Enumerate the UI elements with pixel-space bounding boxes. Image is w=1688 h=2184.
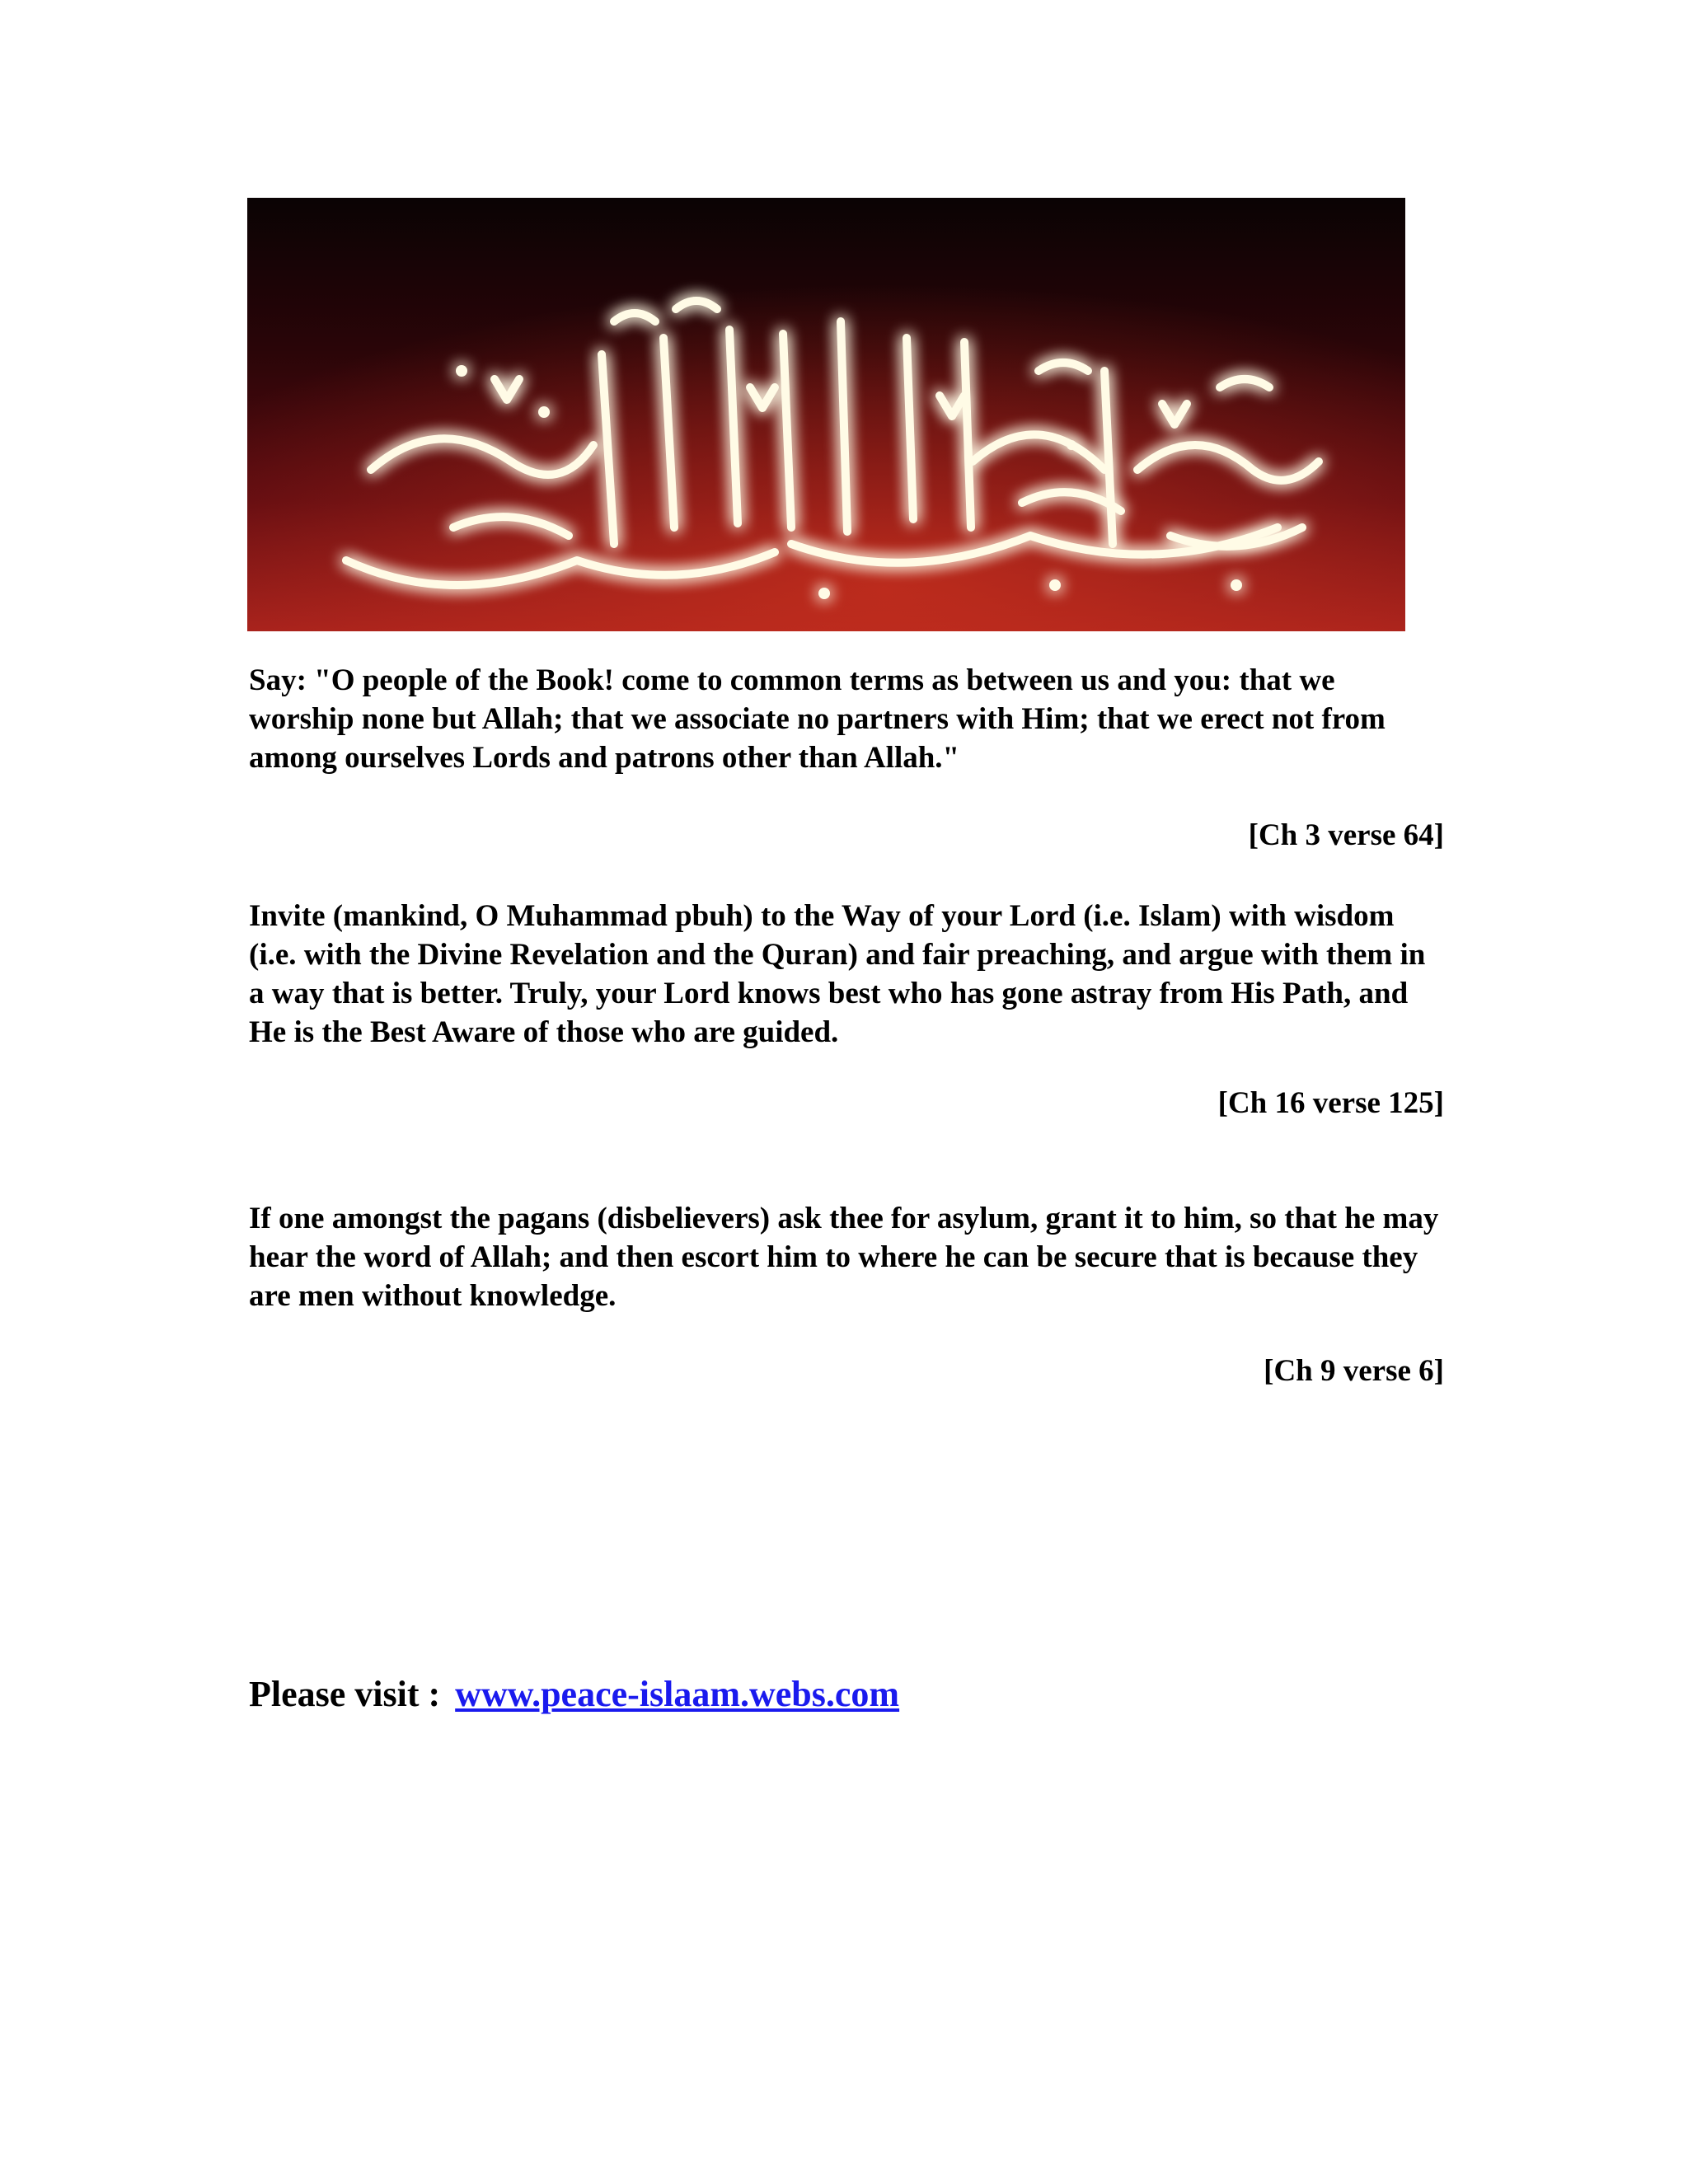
- visit-label: Please visit :: [249, 1674, 441, 1714]
- verse-text-3: If one amongst the pagans (disbelievers) ask thee for asylum, grant it to him, so that he may hear the word of Allah; and then escort him to where he can be secure that is because they are men without knowledge.: [249, 1202, 1439, 1313]
- verse-reference-1: [Ch 3 verse 64]: [1248, 818, 1444, 852]
- verse-text-2: Invite (mankind, O Muhammad pbuh) to the Way of your Lord (i.e. Islam) with wisdom (i.e. with the Divine Revelation and the Quran) and fair preaching, and argue with them in a way that is better. Truly, your Lord knows best who has gone astray from His Path, and He is the Best Aware of those who are guided.: [249, 899, 1426, 1049]
- calligraphy-banner-image: [247, 198, 1405, 631]
- verse-text-1: Say: "O people of the Book! come to common terms as between us and you: that we worship none but Allah; that we associate no partners with Him; that we erect not from among ourselves Lords and patrons other than Allah.": [249, 663, 1386, 775]
- website-link[interactable]: www.peace-islaam.webs.com: [455, 1674, 900, 1714]
- verse-reference-2: [Ch 16 verse 125]: [1217, 1086, 1444, 1120]
- verse-reference-3: [Ch 9 verse 6]: [1264, 1354, 1444, 1388]
- visit-line: [249, 1671, 899, 1718]
